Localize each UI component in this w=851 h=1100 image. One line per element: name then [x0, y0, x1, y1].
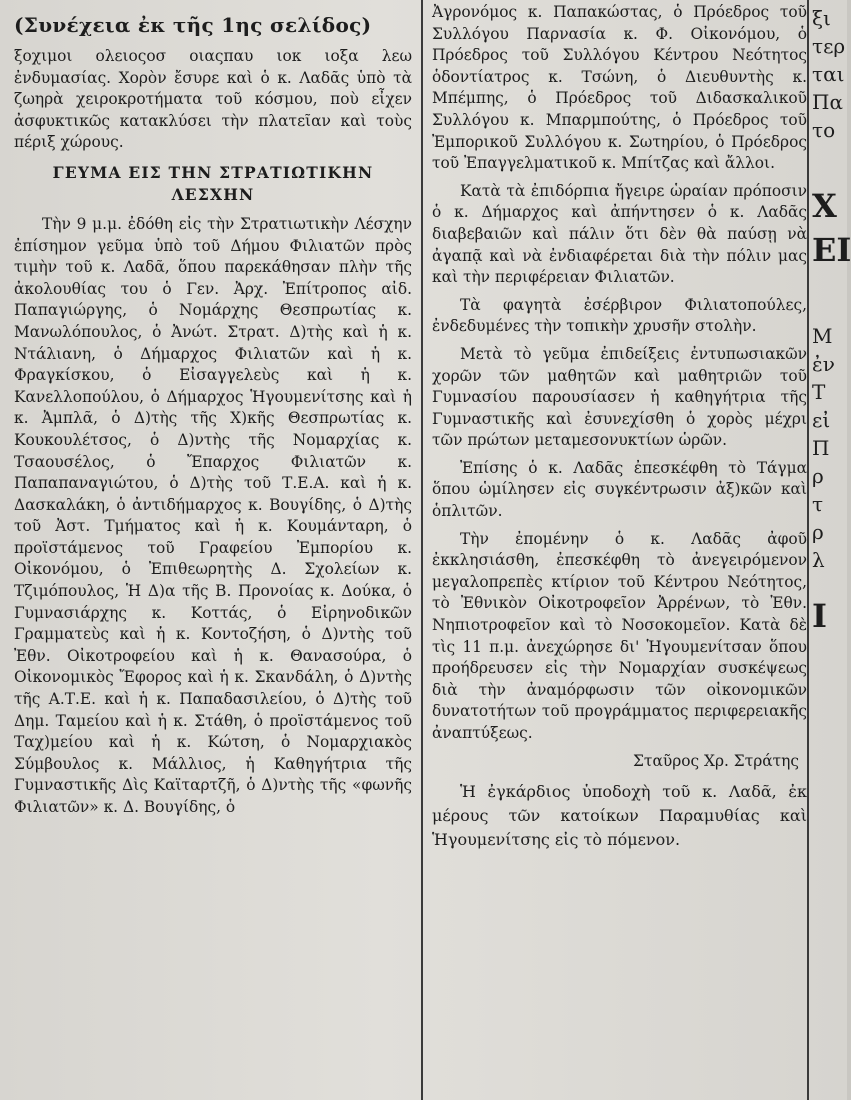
toast-paragraph: Κατὰ τὰ ἐπιδόρπια ἤγειρε ὡραίαν πρόποσιν ὁ κ. Δήμαρχος καὶ ἀπήντησεν ὁ κ. Λαδᾶς διαβεβαιῶν καὶ πάλιν ὅτι δὲν θὰ παύσῃ νὰ ἀγαπᾷ καὶ νὰ ἐνδιαφέρεται διὰ τὴν πόλιν μας καὶ τὴν περιφέρειαν Φιλιατῶν.	[432, 181, 807, 287]
right-fragment: τερ	[812, 34, 846, 58]
continued-header: (Συνέχεια ἐκ τῆς 1ης σελίδος)	[14, 13, 372, 37]
author-signature: Σταῦρος Χρ. Στράτης	[633, 751, 799, 770]
right-fragment: Μ	[812, 324, 833, 348]
right-big-letter: Χ	[812, 187, 837, 225]
list-continuation: Ἀγρονόμος κ. Παπακώστας, ὁ Πρόεδρος τοῦ Συλλόγου Παρνασία κ. Φ. Οἰκονόμου, ὁ Πρόεδρος τοῦ Συλλόγου Κέντρου Νεότητος ὁδοντίατρος κ. Τσώνη, ὁ Διευθυντὴς κ. Μπέμπης, ὁ Πρόεδρος τοῦ Διδασκαλικοῦ Συλλόγου κ. Μπαρμπούτης, ὁ Πρόεδρος τοῦ Ἐμπορικοῦ Συλλόγου κ. Σωτηρίου, ὁ Πρόεδρος τοῦ Ἐπαγγελματικοῦ κ. Μπίτζας καὶ ἄλλοι.	[432, 3, 807, 173]
right-fragment: ξι	[812, 6, 831, 30]
left-column	[14, 0, 412, 1100]
next-day-paragraph: Τὴν ἐπομένην ὁ κ. Λαδᾶς ἀφοῦ ἐκκλησιάσθη, ἐπεσκέφθη τὸ ἀνεγειρόμενον μεγαλοπρεπὲς κτίριον τοῦ Κέντρου Νεότητος, τὸ Ἐθνικὸν Οἰκοτροφεῖον Ἀρρένων, τὸ Ἐθν. Νηπιοτροφεῖον καὶ τὸ Νοσοκομεῖον. Κατὰ δὲ τὶς 11 π.μ. ἀνεχώρησε δι' Ἡγουμενίτσαν ὅπου προήδρευσεν εἰς τὴν Νομαρχίαν συσκέψεως διὰ τὴν ἀναμόρφωσιν τῶν οἰκονομικῶν δυνατοτήτων τοῦ προγράμματος περιφερειακῆς ἀναπτύξεως.	[432, 529, 807, 742]
reception-paragraph: Ἡ ἐγκάρδιος ὑποδοχὴ τοῦ κ. Λαδᾶ, ἐκ μέρους τῶν κατοίκων Παραμυθίας καὶ Ἡγουμενίτσης εἰς τὸ πόμενον.	[432, 782, 807, 850]
right-fragment: εἰ	[812, 408, 831, 432]
right-fragment: Τ	[812, 380, 826, 404]
intro-paragraph: ξοχιμοι ολειοςοσ οιαςπαυ ιοκ ιοξα λεω ἐνδυμασίας. Χορὸν ἔσυρε καὶ ὁ κ. Λαδᾶς ὑπὸ τὰ ζωηρὰ χειροκροτήματα τοῦ κόσμου, ποὺ εἶχεν ἀσφυκτικῶς κατακλύσει τὴν πλατεῖαν καὶ τοὺς πέριξ χώρους.	[14, 47, 412, 152]
servers-paragraph: Τὰ φαγητὰ ἐσέρβιρον Φιλιατοπούλες, ἐνδεδυμένες τὴν τοπικὴν χρυσῆν στολὴν.	[432, 295, 807, 336]
dances-paragraph: Μετὰ τὸ γεῦμα ἐπιδείξεις ἐντυπωσιακῶν χορῶν τῶν μαθητῶν καὶ μαθητριῶν τοῦ Γυμνασίου παρουσίασεν ἡ καθηγήτρια τῆς Γυμναστικῆς καὶ ἐσυνεχίσθη ὁ χορὸς μέχρι τῶν πρώτων μεταμεσονυκτίων ὡρῶν.	[432, 344, 807, 450]
right-fragment: το	[812, 118, 836, 142]
column-rule-right	[807, 0, 809, 1100]
column-rule-left	[421, 0, 423, 1100]
right-fragment: ρ	[812, 464, 824, 488]
right-fragment: ται	[812, 62, 845, 86]
middle-column	[432, 0, 807, 1100]
right-fragment: λ	[812, 548, 825, 572]
right-big-letter: ΕΙ	[812, 231, 851, 269]
right-fragment: Πα	[812, 90, 843, 114]
right-fragment: ρ	[812, 520, 824, 544]
right-edge-column	[812, 0, 851, 1100]
right-big-letter: Ι	[812, 597, 827, 635]
banquet-paragraph: Τὴν 9 μ.μ. ἐδόθη εἰς τὴν Στρατιωτικὴν Λέσχην ἐπίσημον γεῦμα ὑπὸ τοῦ Δήμου Φιλιατῶν πρὸς τιμὴν τοῦ κ. Λαδᾶ, ὅπου παρεκάθησαν πλὴν τῆς ἀκολουθίας του ὁ Γεν. Ἀρχ. Ἐπίτροπος αἰδ. Παπαγιώργης, ὁ Νομάρχης Θεσπρωτίας κ. Μανωλόπουλος, ὁ Ἀνώτ. Στρατ. Δ)τὴς καὶ ἡ κ. Ντάλιανη, ὁ Δήμαρχος Φιλιατῶν καὶ ἡ κ. Φραγκίσκου, ὁ Εἰσαγγελεὺς καὶ ἡ κ. Κανελλοπούλου, ὁ Δήμαρχος Ἡγουμενίτσης καὶ ἡ κ. Ἀμπλᾶ, ὁ Δ)τὴς τῆς Χ)κῆς Θεσπρωτίας κ. Κουκουλέτσος, ὁ Δ)ντὴς τῆς Νομαρχίας κ. Τσαουσέλος, ὁ Ἔπαρχος Φιλιατῶν κ. Παπαπαναγιώτου, ὁ Δ)τὴς τοῦ Τ.Ε.Α. καὶ ἡ κ. Δασκαλάκη, ὁ ἀντιδήμαρχος κ. Βουγίδης, ὁ Δ)τὴς τοῦ Ἀστ. Τμήματος καὶ ἡ κ. Κουμάνταρη, ὁ προϊστάμενος τοῦ Γραφείου Ἐμπορίου κ. Οἰκονόμου, ὁ Ἐπιθεωρητὴς Δ. Σχολείων κ. Τζιμόπουλος, Ἡ Δ)α τῆς Β. Προνοίας κ. Δούκα, ὁ Γυμνασιάρχης κ. Κοττάς, ὁ Εἰρηνοδικῶν Γραμματεὺς καὶ ἡ κ. Κοντοζήση, ὁ Δ)ντὴς τοῦ Ἐθν. Οἰκοτροφείου καὶ ἡ κ. Θανασούρα, ὁ Οἰκονομικὸς Ἔφορος καὶ ἡ κ. Σκανδάλη, ὁ Δ)ντὴς τῆς Α.Τ.Ε. καὶ ἡ κ. Παπαδασιλείου, ὁ Δ)τὴς τοῦ Δημ. Ταμείου καὶ ἡ κ. Στάθη, ὁ προϊστάμενος τοῦ Ταχ)μείου καὶ ἡ κ. Κώτση, ὁ Νομαρχιακὸς Σύμβουλος κ. Μάλλιος, ἡ Καθηγήτρια τῆς Γυμναστικῆς Δὶς Καϊταρτζῆ, ὁ Δ)ντὴς τῆς «φωνῆς Φιλιατῶν» κ. Δ. Βουγίδης, ὁ	[14, 214, 412, 816]
right-fragment: τ	[812, 492, 824, 516]
article-headline: ΓΕΥΜΑ ΕΙΣ ΤΗΝ ΣΤΡΑΤΙΩΤΙΚΗΝ ΛΕΣΧΗΝ	[52, 162, 374, 204]
right-fragment: ἐν	[812, 352, 835, 376]
regiment-paragraph: Ἐπίσης ὁ κ. Λαδᾶς ἐπεσκέφθη τὸ Τάγμα ὅπου ὡμίλησεν εἰς συγκέντρωσιν ἀξ)κῶν καὶ ὁπλιτῶν.	[432, 458, 807, 521]
right-fragment: Π	[812, 436, 830, 460]
